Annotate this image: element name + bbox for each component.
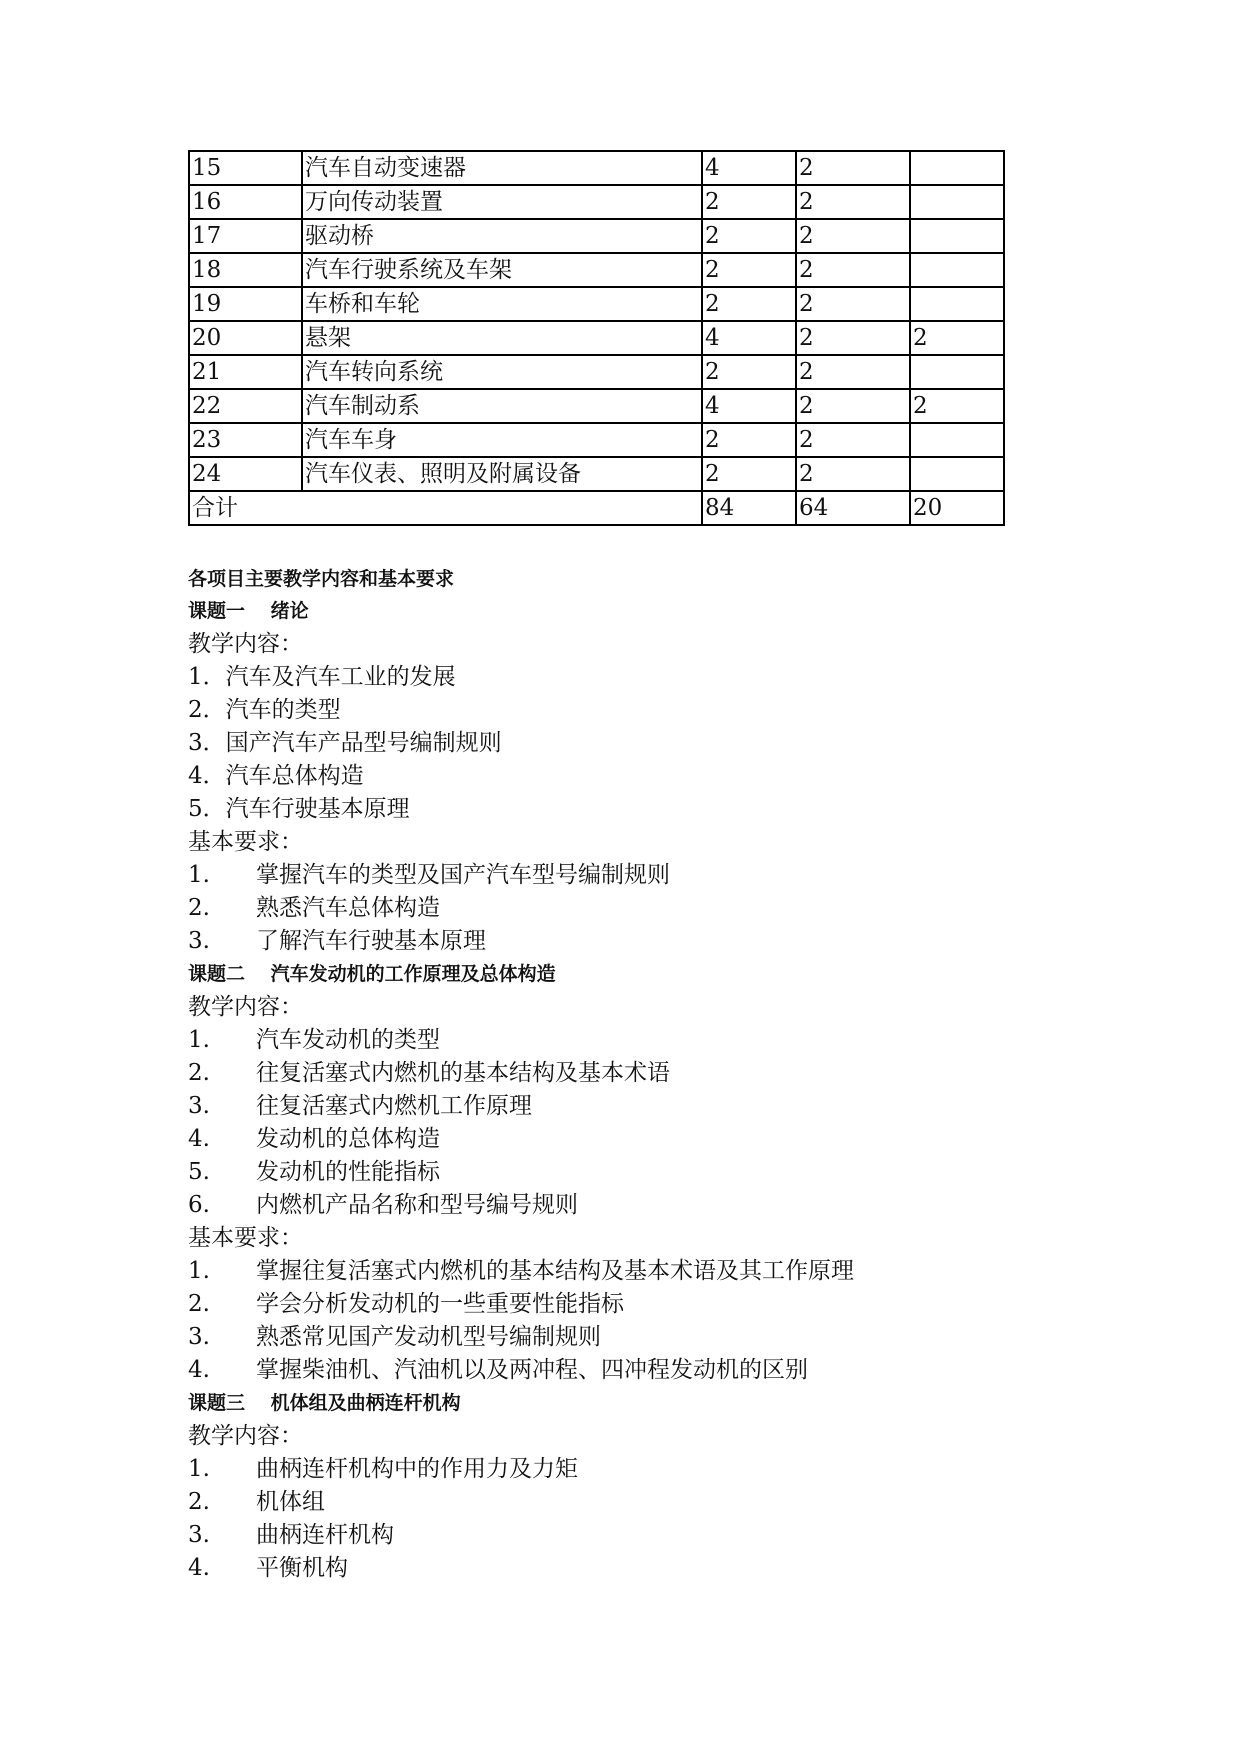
row-practice-hours bbox=[910, 253, 1004, 287]
list-item-number: 5． bbox=[188, 796, 226, 822]
list-item-number: 4. bbox=[188, 1357, 210, 1383]
block-label: 教学内容： bbox=[188, 1423, 303, 1449]
list-item-number: 1． bbox=[188, 664, 226, 690]
list-item-text: 汽车及汽车工业的发展 bbox=[225, 664, 456, 690]
row-topic-name: 驱动桥 bbox=[302, 219, 702, 253]
list-item-number: 2． bbox=[188, 697, 226, 723]
row-topic-name: 汽车转向系统 bbox=[302, 355, 702, 389]
list-item-text: 往复活塞式内燃机的基本结构及基本术语 bbox=[256, 1060, 670, 1086]
row-practice-hours: 2 bbox=[910, 389, 1004, 423]
list-item bbox=[188, 1519, 1008, 1552]
list-item bbox=[188, 925, 1008, 958]
row-topic-name: 悬架 bbox=[302, 321, 702, 355]
row-number: 20 bbox=[189, 321, 302, 355]
list-item-text: 平衡机构 bbox=[256, 1555, 348, 1581]
list-item-text: 汽车行驶基本原理 bbox=[225, 796, 410, 822]
row-total-hours: 2 bbox=[702, 253, 796, 287]
total-hours: 84 bbox=[702, 491, 796, 525]
row-theory-hours: 2 bbox=[796, 185, 910, 219]
list-item-text: 掌握汽车的类型及国产汽车型号编制规则 bbox=[256, 862, 670, 888]
list-item bbox=[188, 1255, 1008, 1288]
block-label: 教学内容： bbox=[188, 994, 303, 1020]
list-item bbox=[188, 694, 1008, 727]
table-row bbox=[189, 389, 1004, 423]
list-item-number: 1. bbox=[188, 1258, 210, 1284]
list-item-text: 发动机的性能指标 bbox=[256, 1159, 440, 1185]
list-item-text: 曲柄连杆机构 bbox=[256, 1522, 394, 1548]
row-total-hours: 4 bbox=[702, 151, 796, 185]
row-theory-hours: 2 bbox=[796, 457, 910, 491]
list-item-number: 4． bbox=[188, 763, 226, 789]
table-row bbox=[189, 457, 1004, 491]
row-total-hours: 2 bbox=[702, 457, 796, 491]
row-total-hours: 2 bbox=[702, 423, 796, 457]
row-number: 17 bbox=[189, 219, 302, 253]
list-item-number: 4. bbox=[188, 1555, 210, 1581]
row-number: 15 bbox=[189, 151, 302, 185]
total-label: 合计 bbox=[189, 491, 702, 525]
row-total-hours: 4 bbox=[702, 321, 796, 355]
table-row bbox=[189, 321, 1004, 355]
list-item-text: 掌握柴油机、汽油机以及两冲程、四冲程发动机的区别 bbox=[256, 1357, 808, 1383]
row-total-hours: 2 bbox=[702, 355, 796, 389]
list-item-text: 了解汽车行驶基本原理 bbox=[256, 928, 486, 954]
table-row bbox=[189, 423, 1004, 457]
row-practice-hours bbox=[910, 355, 1004, 389]
list-item-number: 3. bbox=[188, 1093, 210, 1119]
list-item bbox=[188, 1024, 1008, 1057]
list-item-number: 3. bbox=[188, 1324, 210, 1350]
list-item bbox=[188, 1090, 1008, 1123]
row-total-hours: 4 bbox=[702, 389, 796, 423]
row-practice-hours: 2 bbox=[910, 321, 1004, 355]
list-item bbox=[188, 1453, 1008, 1486]
list-item-text: 熟悉汽车总体构造 bbox=[256, 895, 440, 921]
row-practice-hours bbox=[910, 219, 1004, 253]
list-item bbox=[188, 1486, 1008, 1519]
section-heading: 各项目主要教学内容和基本要求 bbox=[188, 568, 455, 590]
topic-title: 课题三 机体组及曲柄连杆机构 bbox=[188, 1392, 461, 1414]
row-total-hours: 2 bbox=[702, 185, 796, 219]
list-item bbox=[188, 1288, 1008, 1321]
total-practice-hours: 20 bbox=[910, 491, 1004, 525]
row-theory-hours: 2 bbox=[796, 219, 910, 253]
row-topic-name: 车桥和车轮 bbox=[302, 287, 702, 321]
list-item-text: 汽车总体构造 bbox=[225, 763, 364, 789]
row-number: 24 bbox=[189, 457, 302, 491]
list-item bbox=[188, 1156, 1008, 1189]
list-item-number: 1. bbox=[188, 1456, 210, 1482]
list-item-text: 掌握往复活塞式内燃机的基本结构及基本术语及其工作原理 bbox=[256, 1258, 854, 1284]
table-row bbox=[189, 355, 1004, 389]
row-number: 18 bbox=[189, 253, 302, 287]
hours-table-body bbox=[189, 151, 1004, 525]
list-item bbox=[188, 793, 1008, 826]
row-number: 23 bbox=[189, 423, 302, 457]
row-theory-hours: 2 bbox=[796, 151, 910, 185]
list-item-text: 汽车发动机的类型 bbox=[256, 1027, 440, 1053]
table-row bbox=[189, 219, 1004, 253]
list-item-number: 1. bbox=[188, 1027, 210, 1053]
topic-title: 课题二 汽车发动机的工作原理及总体构造 bbox=[188, 963, 556, 985]
row-theory-hours: 2 bbox=[796, 253, 910, 287]
list-item-number: 6. bbox=[188, 1192, 210, 1218]
row-topic-name: 万向传动装置 bbox=[302, 185, 702, 219]
hours-table bbox=[188, 150, 1005, 526]
list-item bbox=[188, 760, 1008, 793]
row-practice-hours bbox=[910, 287, 1004, 321]
block-label: 基本要求： bbox=[188, 829, 303, 855]
row-theory-hours: 2 bbox=[796, 287, 910, 321]
list-item bbox=[188, 859, 1008, 892]
list-item-text: 曲柄连杆机构中的作用力及力矩 bbox=[256, 1456, 578, 1482]
total-theory-hours: 64 bbox=[796, 491, 910, 525]
list-item-number: 3. bbox=[188, 1522, 210, 1548]
topic-title: 课题一 绪论 bbox=[188, 600, 309, 622]
table-total-row bbox=[189, 491, 1004, 525]
row-theory-hours: 2 bbox=[796, 389, 910, 423]
row-theory-hours: 2 bbox=[796, 355, 910, 389]
list-item bbox=[188, 1552, 1008, 1585]
list-item-text: 学会分析发动机的一些重要性能指标 bbox=[256, 1291, 624, 1317]
list-item-text: 熟悉常见国产发动机型号编制规则 bbox=[256, 1324, 601, 1350]
list-item-text: 发动机的总体构造 bbox=[256, 1126, 440, 1152]
list-item bbox=[188, 1057, 1008, 1090]
list-item-number: 5. bbox=[188, 1159, 210, 1185]
row-practice-hours bbox=[910, 457, 1004, 491]
row-topic-name: 汽车制动系 bbox=[302, 389, 702, 423]
list-item-number: 2. bbox=[188, 895, 210, 921]
table-row bbox=[189, 151, 1004, 185]
row-number: 21 bbox=[189, 355, 302, 389]
table-row bbox=[189, 287, 1004, 321]
list-item-text: 往复活塞式内燃机工作原理 bbox=[256, 1093, 532, 1119]
row-topic-name: 汽车仪表、照明及附属设备 bbox=[302, 457, 702, 491]
row-practice-hours bbox=[910, 423, 1004, 457]
list-item-number: 2. bbox=[188, 1291, 210, 1317]
document-page bbox=[188, 150, 1008, 1585]
list-item bbox=[188, 727, 1008, 760]
list-item-number: 2. bbox=[188, 1489, 210, 1515]
block-label: 基本要求： bbox=[188, 1225, 303, 1251]
list-item bbox=[188, 1354, 1008, 1387]
row-theory-hours: 2 bbox=[796, 321, 910, 355]
list-item-text: 汽车的类型 bbox=[225, 697, 341, 723]
list-item bbox=[188, 1189, 1008, 1222]
list-item-number: 3. bbox=[188, 928, 210, 954]
list-item-number: 1. bbox=[188, 862, 210, 888]
list-item bbox=[188, 661, 1008, 694]
teaching-content bbox=[188, 564, 1008, 1585]
row-number: 22 bbox=[189, 389, 302, 423]
row-topic-name: 汽车车身 bbox=[302, 423, 702, 457]
row-practice-hours bbox=[910, 185, 1004, 219]
list-item-number: 2. bbox=[188, 1060, 210, 1086]
table-row bbox=[189, 253, 1004, 287]
list-item-number: 4. bbox=[188, 1126, 210, 1152]
list-item-text: 机体组 bbox=[256, 1489, 325, 1515]
row-theory-hours: 2 bbox=[796, 423, 910, 457]
table-row bbox=[189, 185, 1004, 219]
list-item bbox=[188, 1123, 1008, 1156]
block-label: 教学内容： bbox=[188, 631, 303, 657]
row-topic-name: 汽车自动变速器 bbox=[302, 151, 702, 185]
list-item bbox=[188, 1321, 1008, 1354]
row-topic-name: 汽车行驶系统及车架 bbox=[302, 253, 702, 287]
row-number: 19 bbox=[189, 287, 302, 321]
row-total-hours: 2 bbox=[702, 219, 796, 253]
row-total-hours: 2 bbox=[702, 287, 796, 321]
row-practice-hours bbox=[910, 151, 1004, 185]
list-item-text: 国产汽车产品型号编制规则 bbox=[225, 730, 502, 756]
row-number: 16 bbox=[189, 185, 302, 219]
list-item-text: 内燃机产品名称和型号编号规则 bbox=[256, 1192, 578, 1218]
list-item bbox=[188, 892, 1008, 925]
list-item-number: 3． bbox=[188, 730, 226, 756]
